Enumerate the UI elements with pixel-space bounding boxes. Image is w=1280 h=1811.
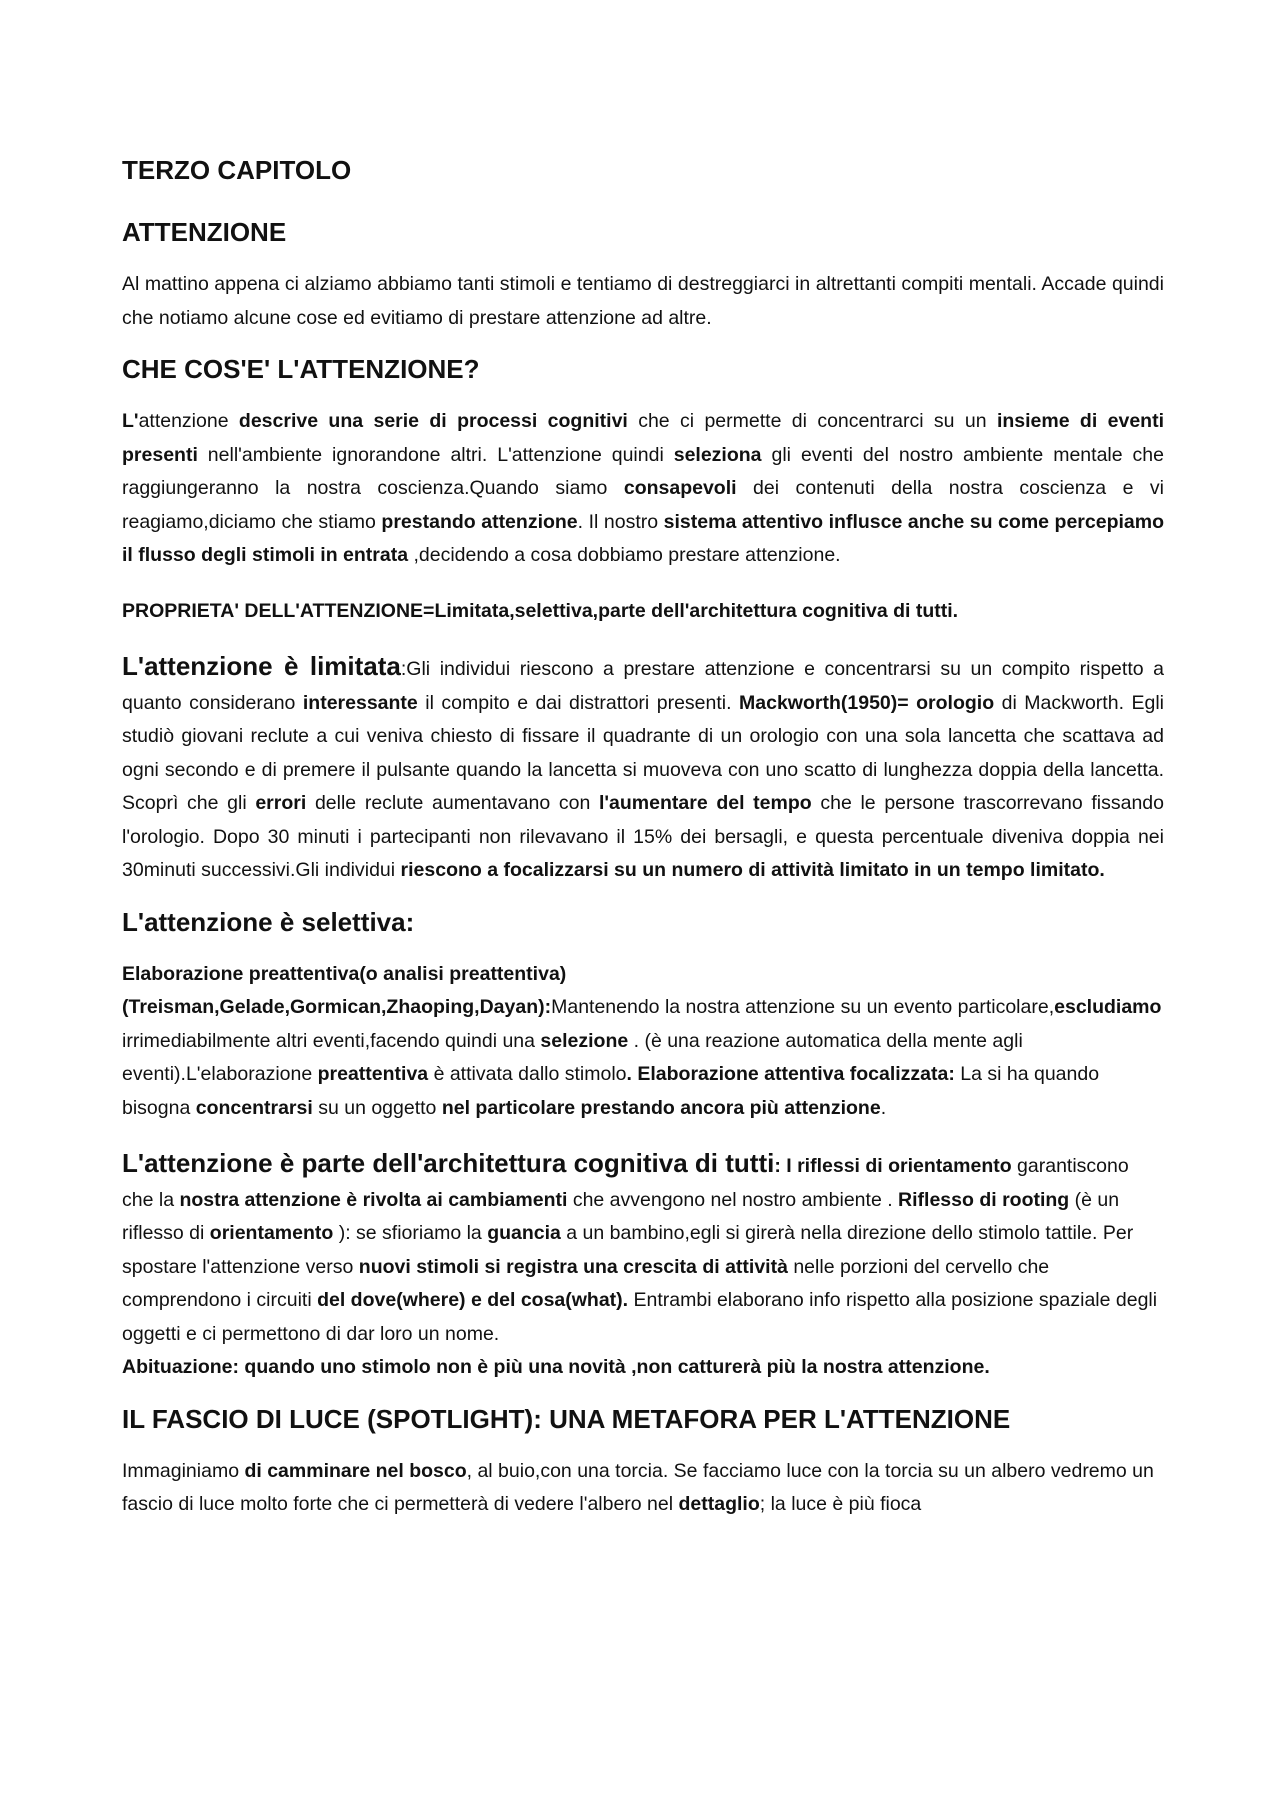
text-run: Entrambi elaborano info rispetto alla posizione spaziale degli oggetti e ci permettono di dar loro un nome. bbox=[122, 1289, 1158, 1345]
bold-text: guancia bbox=[487, 1222, 561, 1244]
text-run: che ci permette di concentrarci su un bbox=[627, 410, 997, 432]
selective-heading: L'attenzione è selettiva: bbox=[122, 906, 415, 937]
bold-text: interessante bbox=[302, 691, 418, 714]
text-run: a un bambino,egli si girerà nella direzione dello stimolo tattile. Per spostare l'attenzione verso bbox=[122, 1222, 1134, 1278]
architecture-paragraph bbox=[122, 1147, 1164, 1385]
text-run: . Il nostro bbox=[577, 510, 664, 533]
text-run: irrimediabilmente altri eventi,facendo quindi una bbox=[122, 1029, 541, 1052]
bold-text: selezione bbox=[540, 1029, 629, 1052]
intro-text: Al mattino appena ci alziamo abbiamo tanti stimoli e tentiamo di destreggiarci in altrettanti compiti mentali. Accade quindi che notiamo alcune cose ed evitiamo di prestare attenzione ad altre. bbox=[122, 273, 1164, 329]
chapter-heading: TERZO CAPITOLO bbox=[122, 155, 352, 185]
text-run: La si ha quando bisogna bbox=[122, 1063, 1100, 1119]
text-run: garantiscono che la bbox=[122, 1155, 1129, 1211]
bold-text: di camminare nel bosco bbox=[244, 1459, 467, 1482]
bold-text: l'aumentare del tempo bbox=[598, 792, 812, 814]
text-run: (è un riflesso di bbox=[122, 1188, 1120, 1244]
text-run: Immaginiamo bbox=[122, 1459, 245, 1482]
text-run: che avvengono nel nostro ambiente . bbox=[567, 1188, 899, 1211]
what-paragraph bbox=[122, 405, 1164, 573]
text-run: Mantenendo la nostra attenzione su un evento particolare, bbox=[551, 996, 1055, 1018]
bold-text: Riflesso di rooting bbox=[898, 1188, 1070, 1211]
bold-text: riescono a focalizzarsi su un numero di attività limitato in un tempo limitato. bbox=[400, 859, 1105, 881]
bold-text: orientamento bbox=[209, 1222, 334, 1244]
spotlight-heading: IL FASCIO DI LUCE (SPOTLIGHT): UNA METAFORA PER L'ATTENZIONE bbox=[122, 1403, 1011, 1434]
bold-text: Abituazione: quando uno stimolo non è più una novità ,non catturerà più la nostra attenzione. bbox=[122, 1356, 990, 1378]
bold-text: preattentiva bbox=[317, 1063, 429, 1085]
text-run: attenzione bbox=[138, 410, 239, 432]
text-run: ): se sfioriamo la bbox=[333, 1222, 488, 1244]
architecture-lead: L'attenzione è parte dell'architettura cognitiva di tutti bbox=[122, 1148, 775, 1178]
text-run: il compito e dai distrattori presenti. bbox=[417, 691, 740, 714]
bold-text: descrive una serie di processi cognitivi bbox=[238, 410, 628, 432]
bold-text: : I riflessi di orientamento bbox=[774, 1155, 1012, 1177]
text-run: , al buio,con una torcia. Se facciamo luce con la torcia su un albero vedremo un fascio di luce molto forte che ci permetterà di vedere l'albero nel bbox=[122, 1459, 1154, 1515]
bold-text: nel particolare prestando ancora più attenzione bbox=[441, 1096, 881, 1119]
bold-text: sistema attentivo influsce anche su come percepiamo il flusso degli stimoli in entrata bbox=[122, 510, 1164, 566]
text-run: :Gli individui riescono a prestare attenzione e concentrarsi su un compito rispetto a quanto considerano bbox=[122, 658, 1164, 714]
bold-text: del dove(where) e del cosa(what). bbox=[317, 1289, 629, 1311]
bold-text: L' bbox=[122, 410, 139, 432]
intro-paragraph bbox=[122, 268, 1164, 335]
text-run: . (è una reazione automatica della mente agli eventi).L'elaborazione bbox=[122, 1029, 1023, 1085]
properties-line bbox=[122, 595, 1164, 629]
bold-text: escludiamo bbox=[1054, 996, 1162, 1018]
text-run: ,decidendo a cosa dobbiamo prestare attenzione. bbox=[408, 544, 841, 566]
bold-text: . Elaborazione attentiva focalizzata: bbox=[626, 1063, 955, 1085]
title-heading: ATTENZIONE bbox=[122, 217, 287, 247]
bold-text: insieme di eventi presenti bbox=[122, 410, 1164, 466]
bold-text: concentrarsi bbox=[195, 1096, 313, 1119]
bold-text: consapevoli bbox=[623, 477, 737, 499]
limited-paragraph bbox=[122, 650, 1164, 888]
text-run: nelle porzioni del cervello che comprendono i circuiti bbox=[122, 1255, 1050, 1311]
bold-text: errori bbox=[255, 792, 307, 814]
text-run: è attivata dallo stimolo bbox=[428, 1063, 627, 1085]
text-run: su un oggetto bbox=[312, 1096, 442, 1119]
text-run: . bbox=[880, 1096, 887, 1119]
bold-text: seleziona bbox=[673, 443, 762, 466]
document-body bbox=[122, 150, 1164, 1522]
properties-text: PROPRIETA' DELL'ATTENZIONE=Limitata,selettiva,parte dell'architettura cognitiva di tutti. bbox=[122, 599, 959, 622]
bold-text: Elaborazione preattentiva(o analisi preattentiva) bbox=[122, 962, 567, 985]
spotlight-paragraph bbox=[122, 1455, 1164, 1522]
bold-text: nuovi stimoli si registra una crescita di attività bbox=[358, 1255, 788, 1278]
what-heading: CHE COS'E' L'ATTENZIONE? bbox=[122, 354, 480, 384]
text-run: di Mackworth. Egli studiò giovani reclute a cui veniva chiesto di fissare il quadrante di un orologio con una sola lancetta che scattava ad ogni secondo e di premere il pulsante quando la lancetta si muoveva con uno scatto di lunghezza doppia della lancetta. Scoprì che gli bbox=[122, 691, 1164, 814]
text-run: gli eventi del nostro ambiente mentale che raggiungeranno la nostra coscienza.Quando siamo bbox=[122, 443, 1164, 499]
bold-text: (Treisman,Gelade,Gormican,Zhaoping,Dayan): bbox=[122, 996, 552, 1018]
text-run: che le persone trascorrevano fissando l'orologio. Dopo 30 minuti i partecipanti non rilevavano il 15% dei bersagli, e questa percentuale diveniva doppia nei 30minuti successivi.Gli individui bbox=[122, 792, 1164, 881]
bold-text: nostra attenzione è rivolta ai cambiamenti bbox=[179, 1188, 568, 1211]
selective-paragraph bbox=[122, 958, 1164, 1126]
text-run: delle reclute aumentavano con bbox=[306, 792, 599, 814]
text-run: dei contenuti della nostra coscienza e vi reagiamo,diciamo che stiamo bbox=[122, 477, 1164, 533]
text-run: nell'ambiente ignorandone altri. L'attenzione quindi bbox=[197, 443, 674, 466]
limited-lead: L'attenzione è limitata bbox=[122, 651, 401, 681]
bold-text: Mackworth(1950)= orologio bbox=[739, 691, 995, 714]
bold-text: prestando attenzione bbox=[381, 510, 578, 533]
text-run: ; la luce è più fioca bbox=[759, 1493, 922, 1515]
bold-text: dettaglio bbox=[678, 1493, 760, 1515]
